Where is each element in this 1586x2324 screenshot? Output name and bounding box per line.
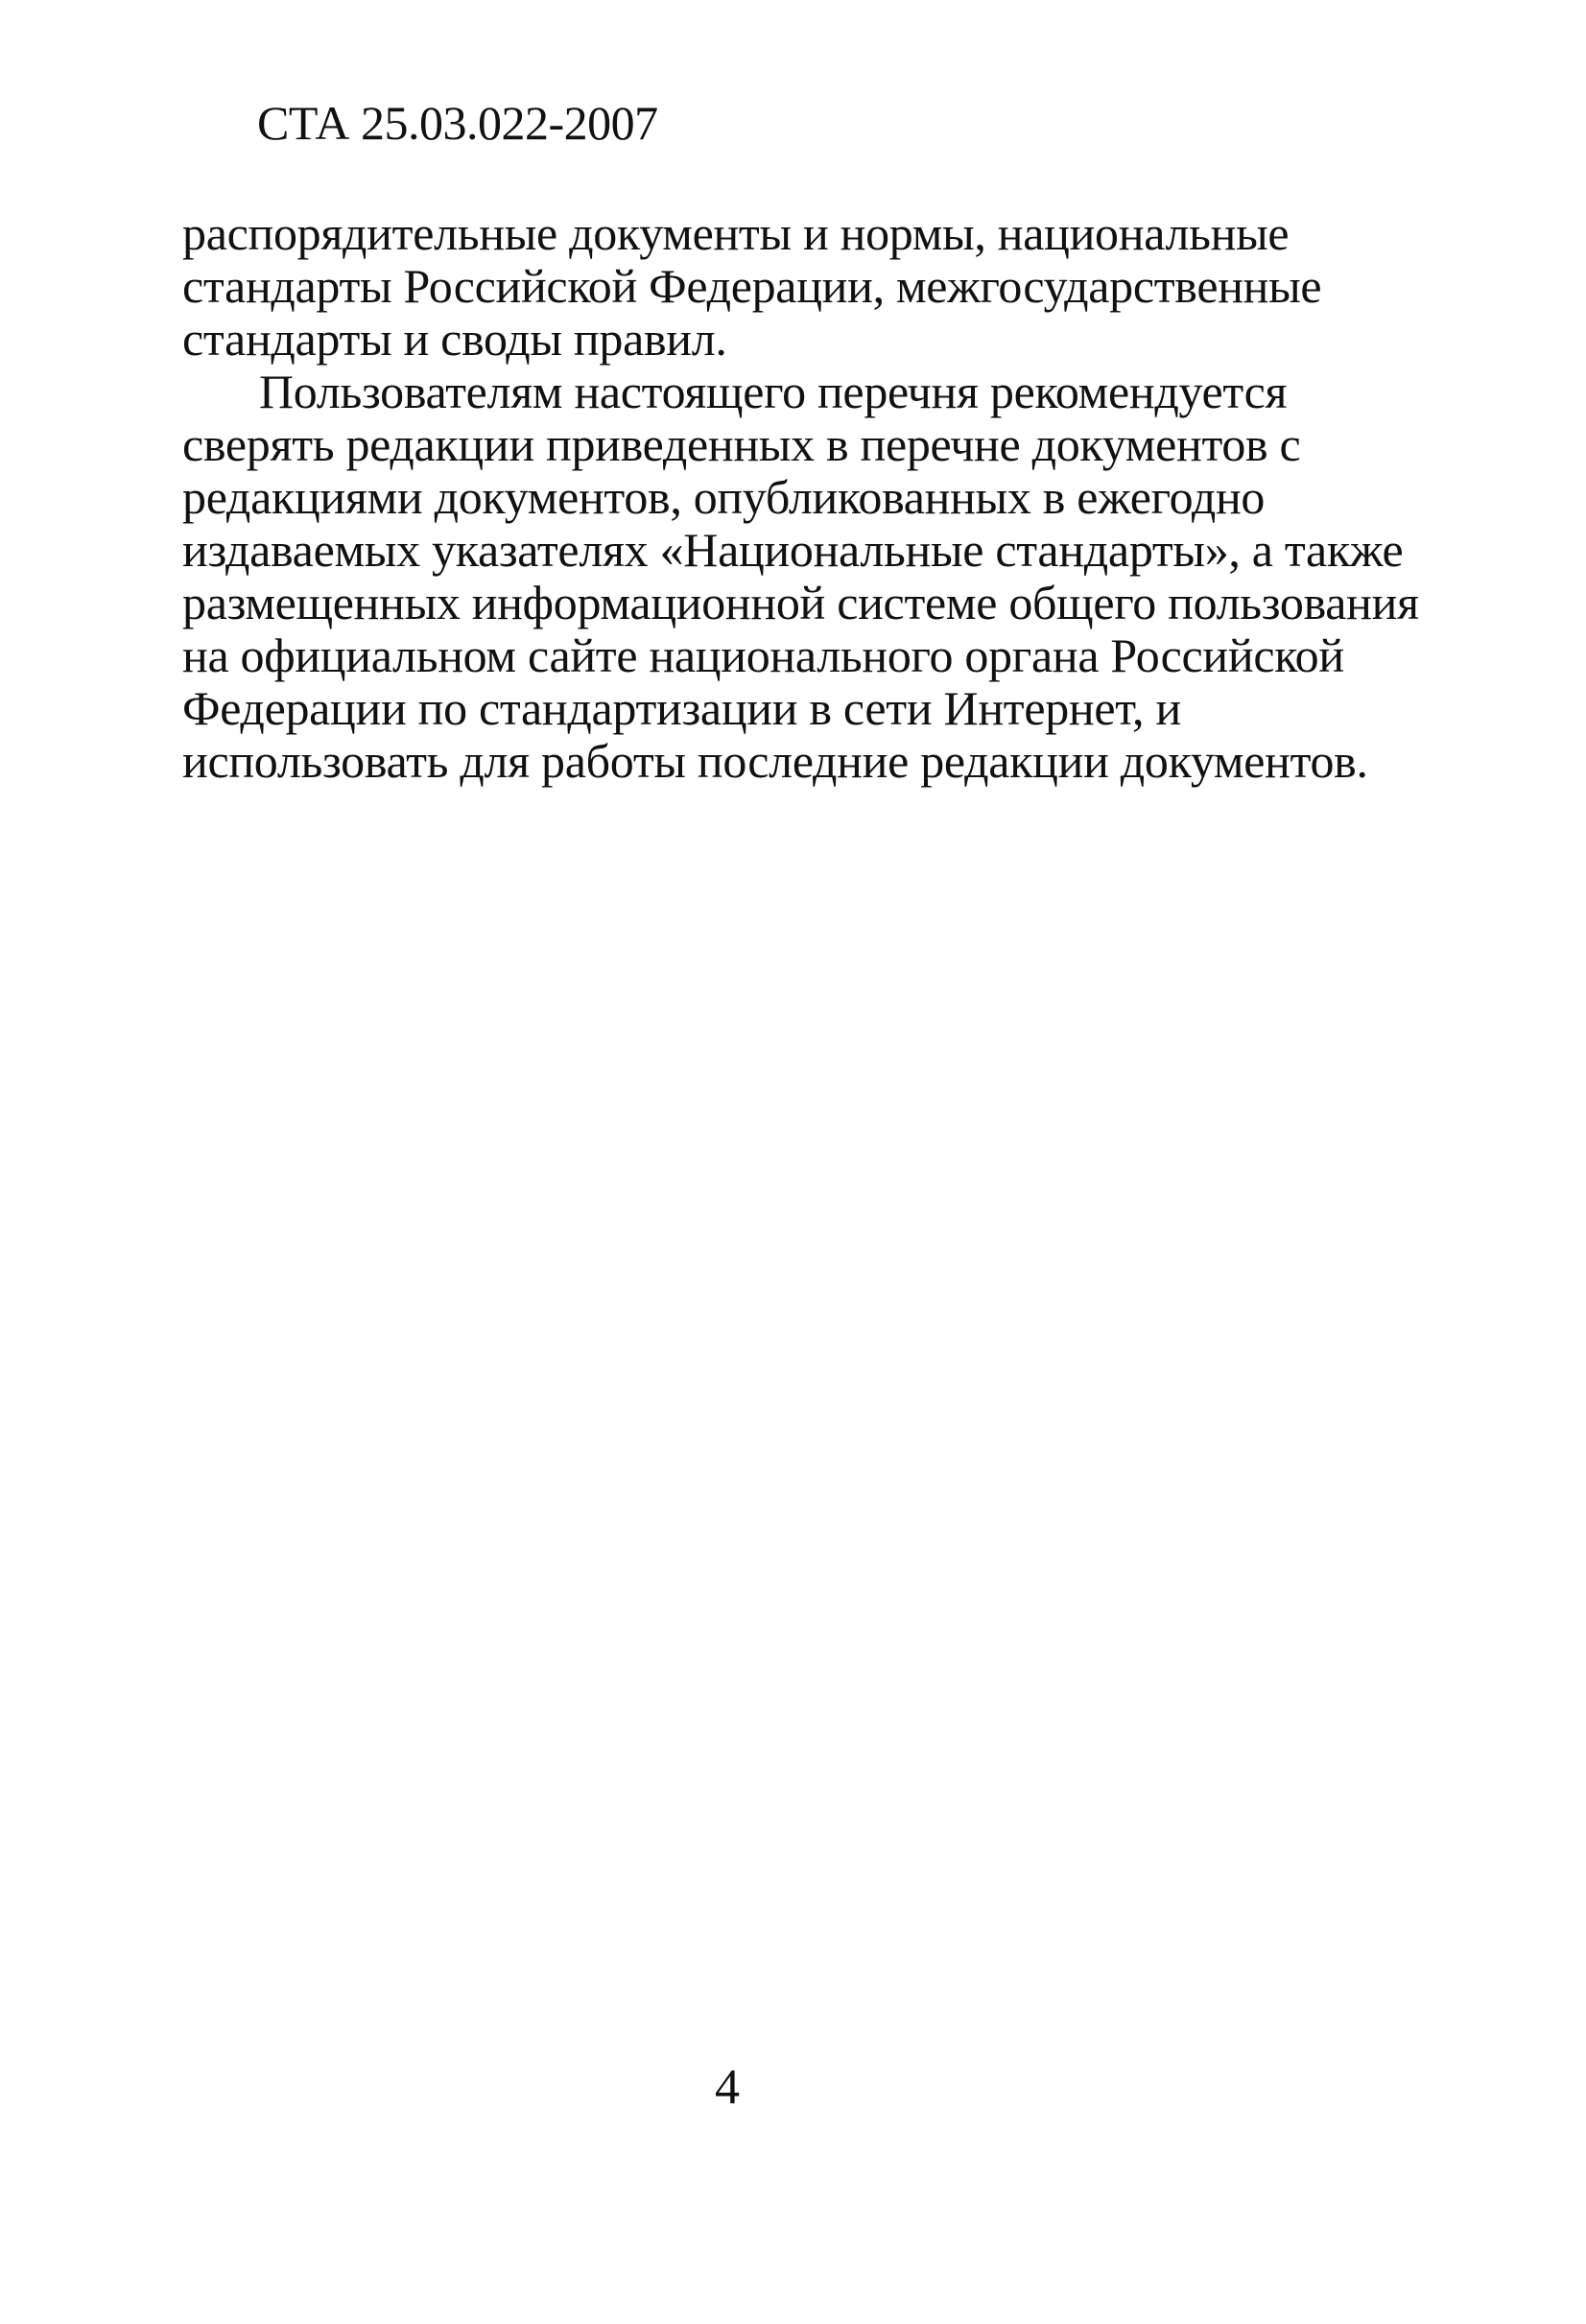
paragraph-continuation [182, 207, 1430, 366]
text-line: редакциями документов, опубликованных в ежегодно [182, 470, 1266, 524]
text-line: Пользователям настоящего перечня рекомендуется [259, 365, 1288, 418]
text-line: издаваемых указателях «Национальные стандарты», а также [182, 523, 1404, 577]
text-line: использовать для работы последние редакции документов. [182, 734, 1368, 788]
text-line: стандарты и своды правил. [182, 312, 727, 366]
text-line: размещенных информационной системе общего пользования [182, 576, 1419, 629]
paragraph-recommendation [182, 366, 1430, 788]
body-text [182, 207, 1430, 788]
text-line: на официальном сайте национального органа Российской [182, 628, 1344, 682]
text-line: распорядительные документы и нормы, национальные [182, 206, 1290, 260]
page-number: 4 [715, 2060, 740, 2115]
document-code-header: СТА 25.03.022-2007 [257, 96, 658, 150]
text-line: сверять редакции приведенных в перечне документов с [182, 417, 1301, 471]
text-line: стандарты Российской Федерации, межгосударственные [182, 259, 1322, 313]
text-line: Федерации по стандартизации в сети Интернет, и [182, 681, 1181, 735]
